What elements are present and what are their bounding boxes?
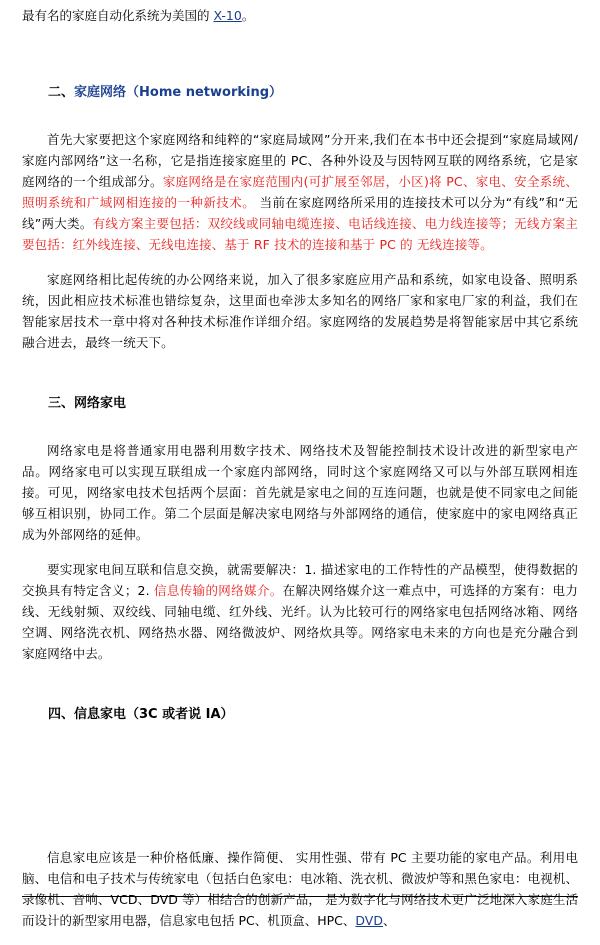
run-1: 家庭网络相比起传统的办公网络来说，加入了很多家庭应用产品和系统，如家电设备、照明系统，因此相应技术标准也错综复杂，这里面也牵涉太多知名的网络厂家和家电厂家的利益，我们在智能家居技术一章中将对各种技术标准作详细介绍。家庭网络的发展趋势是将智能家居中其它系统融合进去，最终一统天下。 [22, 272, 578, 350]
run-3: 在解决网络媒介这一难点中，可选择的方案有：电力线、无线射频、双绞线、同轴电缆、红外线、光纤。认为比较可行的网络家电包括网络冰箱、网络空调、网络洗衣机、网络热水器、网络微波炉、网络炊具等。网络家电未来的方向也是充分融合到家庭网络中去。 [22, 583, 578, 661]
spacer-top [22, 26, 578, 82]
section-4-title: 信息家电（3C 或者说 IA） [74, 707, 234, 722]
run-4: 有线方案主要包括：双绞线或同轴电缆连接、电话线连接、电力线连接等；无线方案主要包括：红外线连接、无线电连接、基于 RF 技术的连接和基于 PC 的 无线连接等。 [22, 216, 578, 252]
run-1: 网络家电是将普通家用电器利用数字技术、网络技术及智能控制技术设计改进的新型家电产品。网络家电可以实现互联组成一个家庭内部网络，同时这个家庭网络又可以与外部互联网相连接。可见，网络家电技术包括两个层面：首先就是家电之间的互连问题，也就是使不同家电之间能够互相识别，协同工作。第二个层面是解决家电网络与外部网络的通信，使家庭中的家电网络真正成为外部网络的延伸。 [22, 443, 578, 542]
section-2-prefix: 二、 [48, 85, 75, 100]
section-heading-4 [22, 704, 578, 725]
run-2: 家庭网络是在家庭范围内(可扩展至邻居，小区)将 PC、家电、安全系统、照明系统和广域网相连接的一种新技术。 [22, 174, 579, 210]
run-3: 当前在家庭网络所采用的连接技术可以分为“有线”和“无线”两大类。 [22, 195, 579, 231]
spacer-before-heading-4 [22, 678, 578, 704]
paragraph-net-appliance-1 [22, 440, 578, 545]
paragraph-home-network-2 [22, 269, 578, 353]
section-3-title: 网络家电 [74, 396, 127, 411]
top-line-suffix: 。 [241, 8, 255, 23]
run-1: 首先大家要把这个家庭网络和纯粹的“家庭局域网”分开来,我们在本书中还会提到“家庭局域网/家庭内部网络”这一名称，它是指连接家庭里的 PC、各种外设及与因特网互联的网络系统，它是家庭网络的一个组成部分。 [22, 132, 578, 189]
top-line-text [22, 0, 578, 26]
spacer-after-heading-2 [22, 115, 578, 129]
paragraph-info-appliance [22, 847, 578, 931]
spacer-after-heading-3 [22, 426, 578, 440]
run-2: DVD [355, 912, 383, 928]
run-1: 信息家电应该是一种价格低廉、操作简便、 实用性强、带有 PC 主要功能的家电产品。利用电脑、电信和电子技术与传统家电（包括白色家电：电冰箱、洗衣机、微波炉等和黑色家电：电视机、录像机、音响、VCD、DVD 等）相结合的创新产品， 是为数字化与网络技术更广泛地深入家庭生活而设计的新型家用电器，信息家电包括 PC、机顶盒、HPC、 [22, 849, 578, 928]
section-2-title: 家庭网络（Home networking） [74, 85, 283, 100]
run-3: 、 [383, 912, 396, 928]
section-heading-3 [22, 393, 578, 414]
run-1: 要实现家电间互联和信息交换，就需要解决：1. 描述家电的工作特性的产品模型，使得数据的交换具有特定含义；2. [22, 562, 578, 598]
section-4-prefix: 四、 [48, 707, 75, 722]
section-3-prefix: 三、 [48, 396, 75, 411]
paragraph-home-network-1 [22, 129, 578, 255]
top-line-prefix: 最有名的家庭自动化系统为美国的 [22, 8, 214, 23]
spacer-before-heading-3 [22, 367, 578, 393]
paragraph-net-appliance-2 [22, 559, 578, 664]
section-heading-2 [22, 82, 578, 103]
top-line-term: X-10 [213, 8, 242, 23]
run-2: 信息传输的网络媒介。 [154, 583, 283, 598]
